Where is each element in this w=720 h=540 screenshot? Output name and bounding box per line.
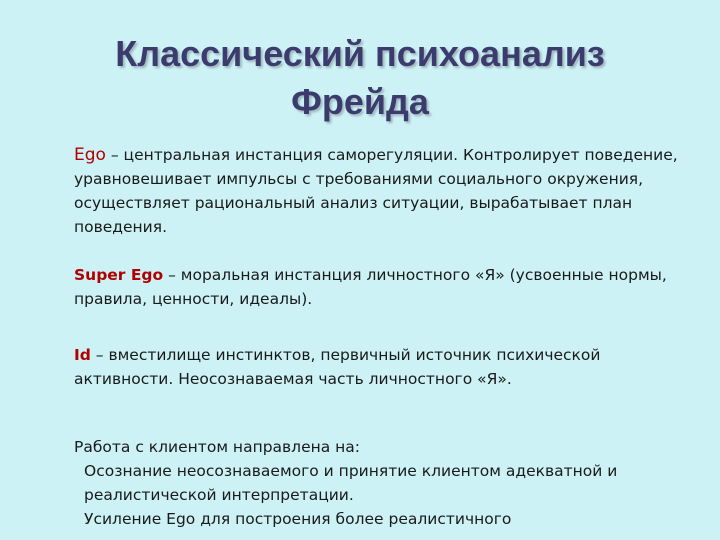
title-line-2: Фрейда <box>291 81 429 122</box>
super-ego-paragraph <box>74 263 674 311</box>
ego-paragraph <box>74 143 684 239</box>
work-item-2: Усиление Ego для построения более реалистичного <box>84 510 512 528</box>
work-section <box>74 435 674 531</box>
id-term: Id <box>74 346 91 364</box>
title-line-1: Классический психоанализ <box>115 33 605 74</box>
id-paragraph <box>74 343 674 391</box>
work-heading: Работа с клиентом направлена на: <box>74 438 361 456</box>
ego-description: – центральная инстанция саморегуляции. Контролирует поведение, уравновешивает импульсы с требованиями социального окружения, осуществляет рациональный анализ ситуации, вырабатывает план поведения. <box>74 146 678 236</box>
super-ego-term: Super Ego <box>74 266 164 284</box>
slide-title <box>0 30 720 126</box>
super-ego-description: – моральная инстанция личностного «Я» (усвоенные нормы, правила, ценности, идеалы). <box>74 266 667 308</box>
id-description: – вместилище инстинктов, первичный источник психической активности. Неосознаваемая часть личностного «Я». <box>74 346 601 388</box>
work-item-1: Осознание неосознаваемого и принятие клиентом адекватной и реалистической интерпретации. <box>84 462 618 504</box>
ego-term: Ego <box>74 145 106 165</box>
